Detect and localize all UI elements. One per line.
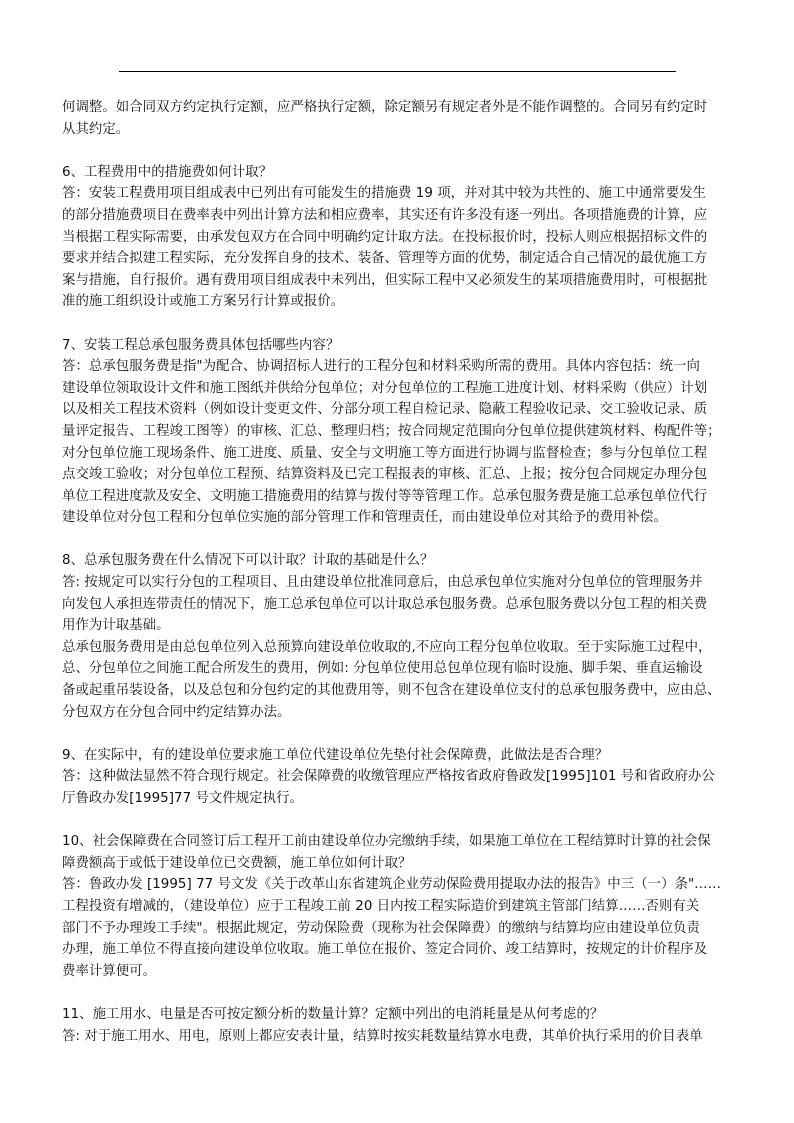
- answer-line: 点交竣工验收；对分包单位工程预、结算资料及已完工程报表的审核、汇总、上报；按分包合同规定办理分包: [62, 467, 708, 483]
- answer-line: 答: 按规定可以实行分包的工程项目、且由建设单位批准同意后，由总承包单位实施对分包单位的管理服务并: [62, 575, 703, 591]
- answer-line: 办理，施工单位不得直接向建设单位收取。施工单位在报价、签定合同价、竣工结算时，按规定的计价程序及: [62, 942, 708, 958]
- paragraph-continuation: [62, 97, 738, 140]
- answer-line: 总、分包单位之间施工配合所发生的费用，例如: 分包单位使用总包单位现有临时设施、脚手架、垂直运输设: [62, 661, 703, 677]
- qa-item-7: [62, 335, 738, 529]
- answer-line: 以及相关工程技术资料（例如设计变更文件、分部分项工程自检记录、隐蔽工程验收记录、交工验收记录、质: [62, 402, 708, 418]
- answer-line: 单位工程进度款及安全、文明施工措施费用的结算与拨付等等管理工作。总承包服务费是施工总承包单位代行: [62, 488, 708, 504]
- answer-line: 答：鲁政办发 [1995] 77 号文发《关于改革山东省建筑企业劳动保险费用提取办法的报告》中三（一）条"……: [62, 877, 722, 893]
- text-line: 何调整。如合同双方约定执行定额，应严格执行定额，除定额另有规定者外是不能作调整的。合同另有约定时: [62, 100, 708, 115]
- answer-line: 总承包服务费用是由总包单位列入总预算向建设单位收取的,不应向工程分包单位收取。至于实际施工过程中，: [62, 639, 712, 655]
- answer-line: 部门不予办理竣工手续"。根据此规定，劳动保险费（现称为社会保障费）的缴纳与结算均应由建设单位负责: [62, 920, 700, 936]
- document-body: [62, 97, 738, 1069]
- answer-line: 厅鲁政办发[1995]77 号文件规定执行。: [62, 791, 303, 806]
- question-line: 8、总承包服务费在什么情况下可以计取？计取的基础是什么？: [62, 553, 434, 569]
- qa-item-6: [62, 162, 738, 313]
- answer-line: 案与措施，自行报价。遇有费用项目组成表中未列出，但实际工程中又必须发生的某项措施费用时，可根据批: [62, 272, 708, 288]
- answer-line: 答: 对于施工用水、用电，原则上都应安表计量，结算时按实耗数量结算水电费，其单价执行采用的价目表单: [62, 1028, 703, 1044]
- qa-item-10: [62, 831, 738, 982]
- answer-line: 答：这种做法显然不符合现行规定。社会保障费的收缴管理应严格按省政府鲁政发[1995]101 号和省政府办公: [62, 769, 715, 785]
- answer-line: 对分包单位施工现场条件、施工进度、质量、安全与文明施工等方面进行协调与监督检查；参与分包单位工程: [62, 445, 708, 461]
- answer-line: 建设单位对分包工程和分包单位实施的部分管理工作和管理责任，而由建设单位对其给予的费用补偿。: [62, 510, 667, 526]
- answer-line: 要求并结合拟建工程实际，充分发挥自身的技术、装备、管理等方面的优势，制定适合自己情况的最优施工方: [62, 251, 708, 267]
- answer-line: 的部分措施费项目在费率表中列出计算方法和相应费率，其实还有许多没有逐一列出。各项措施费的计算，应: [62, 207, 708, 223]
- qa-item-9: [62, 745, 738, 810]
- answer-line: 当根据工程实际需要，由承发包双方在合同中明确约定计取方法。在投标报价时，投标人则应根据招标文件的: [62, 229, 708, 245]
- text-line: 从其约定。: [62, 121, 130, 137]
- qa-item-8: [62, 550, 738, 723]
- question-line: 6、工程费用中的措施费如何计取？: [62, 164, 273, 180]
- qa-item-11: [62, 1004, 738, 1047]
- header-rule: [119, 71, 676, 72]
- answer-line: 向发包人承担连带责任的情况下，施工总承包单位可以计取总承包服务费。总承包服务费以分包工程的相关费: [62, 596, 708, 612]
- answer-line: 用作为计取基础。: [62, 618, 170, 634]
- question-line: 10、社会保障费在合同签订后工程开工前由建设单位办完缴纳手续，如果施工单位在工程结算时计算的社会保: [62, 834, 711, 850]
- question-line: 7、安装工程总承包服务费具体包括哪些内容？: [62, 337, 340, 353]
- answer-line: 分包双方在分包合同中约定结算办法。: [62, 704, 291, 720]
- answer-line: 费率计算便可。: [62, 963, 157, 979]
- answer-line: 工程投资有增减的，（建设单位）应于工程竣工前 20 日内按工程实际造价到建筑主管部门结算……否则有关: [62, 898, 700, 914]
- answer-line: 答：总承包服务费是指"为配合、协调招标人进行的工程分包和材料采购所需的费用。具体内容包括：统一向: [62, 359, 700, 375]
- answer-line: 准的施工组织设计或施工方案另行计算或报价。: [62, 294, 345, 310]
- answer-line: 建设单位领取设计文件和施工图纸并供给分包单位；对分包单位的工程施工进度计划、材料采购（供应）计划: [62, 380, 708, 396]
- question-line: 9、在实际中，有的建设单位要求施工单位代建设单位先垫付社会保障费，此做法是否合理？: [62, 747, 609, 763]
- answer-line: 备或起重吊装设备，以及总包和分包约定的其他费用等，则不包含在建设单位支付的总承包服务费中，应由总、: [62, 683, 721, 699]
- question-line: 11、施工用水、电量是否可按定额分析的数量计算？定额中列出的电消耗量是从何考虑的？: [62, 1006, 604, 1022]
- question-line: 障费额高于或低于建设单位已交费额，施工单位如何计取？: [62, 855, 412, 871]
- answer-line: 答：安装工程费用项目组成表中已列出有可能发生的措施费 19 项，并对其中较为共性的、施工中通常要发生: [62, 186, 707, 202]
- answer-line: 量评定报告、工程竣工图等）的审核、汇总、整理归档；按合同规定范围向分包单位提供建筑材料、构配件等；: [62, 423, 721, 439]
